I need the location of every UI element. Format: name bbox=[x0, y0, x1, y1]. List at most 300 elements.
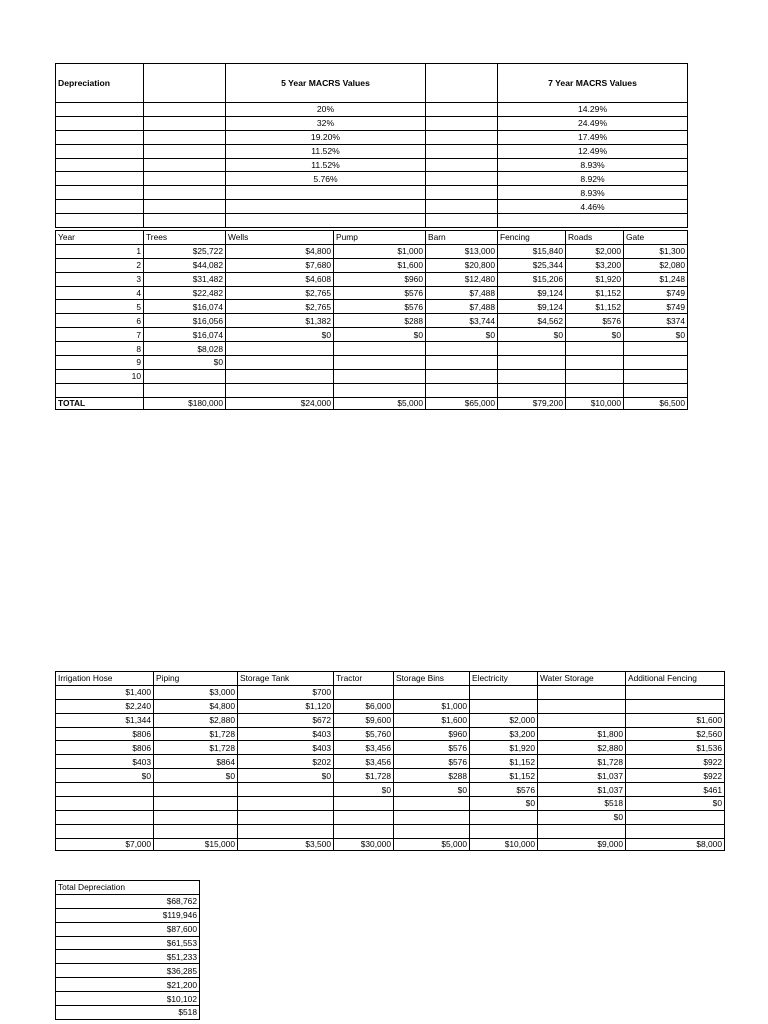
value-cell bbox=[566, 342, 624, 356]
seven-year-rate-cell: 8.93% bbox=[498, 186, 688, 200]
empty-cell bbox=[144, 200, 226, 214]
value-cell bbox=[426, 369, 498, 383]
value-cell bbox=[56, 824, 154, 838]
value-cell bbox=[626, 810, 725, 824]
value-cell bbox=[154, 824, 238, 838]
table-row bbox=[56, 286, 688, 300]
value-cell: $3,000 bbox=[154, 685, 238, 699]
seven-year-rate-cell: 8.93% bbox=[498, 158, 688, 172]
five-year-rate-cell: 11.52% bbox=[226, 158, 426, 172]
value-cell bbox=[334, 685, 394, 699]
year-cell: 7 bbox=[56, 328, 144, 342]
value-cell: $25,344 bbox=[498, 258, 566, 272]
five-year-rate-cell bbox=[226, 186, 426, 200]
empty-cell bbox=[56, 186, 144, 200]
value-cell: $0 bbox=[56, 769, 154, 783]
value-cell: $576 bbox=[334, 286, 426, 300]
total-depreciation-table bbox=[55, 880, 200, 1020]
value-cell: $25,722 bbox=[144, 244, 226, 258]
gate-header: Gate bbox=[624, 231, 688, 245]
seven-year-rate-cell: 12.49% bbox=[498, 144, 688, 158]
value-cell: $2,560 bbox=[626, 727, 725, 741]
value-cell: $1,000 bbox=[394, 699, 470, 713]
table-row bbox=[56, 1006, 200, 1020]
value-cell bbox=[238, 797, 334, 811]
year-cell bbox=[56, 383, 144, 397]
seven-year-rate-cell: 24.49% bbox=[498, 116, 688, 130]
value-cell: $15,206 bbox=[498, 272, 566, 286]
table-row bbox=[56, 727, 725, 741]
year-cell: 4 bbox=[56, 286, 144, 300]
value-cell: $5,760 bbox=[334, 727, 394, 741]
table-row bbox=[56, 810, 725, 824]
value-cell: $0 bbox=[538, 810, 626, 824]
table-row bbox=[56, 356, 688, 370]
value-cell: $2,000 bbox=[470, 713, 538, 727]
value-cell: $202 bbox=[238, 755, 334, 769]
year-cell: 1 bbox=[56, 244, 144, 258]
value-cell: $3,200 bbox=[566, 258, 624, 272]
value-cell: $1,248 bbox=[624, 272, 688, 286]
value-cell: $749 bbox=[624, 300, 688, 314]
table-row bbox=[56, 797, 725, 811]
value-cell: $13,000 bbox=[426, 244, 498, 258]
value-cell bbox=[626, 685, 725, 699]
value-cell: $806 bbox=[56, 741, 154, 755]
value-cell bbox=[154, 783, 238, 797]
year-cell: 5 bbox=[56, 300, 144, 314]
year-cell: 10 bbox=[56, 369, 144, 383]
total-cell: $3,500 bbox=[238, 838, 334, 850]
value-cell bbox=[626, 824, 725, 838]
value-cell: $576 bbox=[394, 755, 470, 769]
total-cell: $65,000 bbox=[426, 397, 498, 409]
pump-header: Pump bbox=[334, 231, 426, 245]
value-cell bbox=[334, 369, 426, 383]
value-cell bbox=[334, 824, 394, 838]
value-cell: $3,456 bbox=[334, 741, 394, 755]
value-cell bbox=[470, 685, 538, 699]
table-row bbox=[56, 258, 688, 272]
table-row bbox=[56, 978, 200, 992]
empty-cell bbox=[56, 214, 144, 228]
value-cell: $12,480 bbox=[426, 272, 498, 286]
total-cell: $15,000 bbox=[154, 838, 238, 850]
depreciation-2-total-row bbox=[56, 838, 725, 850]
value-cell bbox=[238, 810, 334, 824]
value-cell: $0 bbox=[334, 783, 394, 797]
total-cell: $8,000 bbox=[626, 838, 725, 850]
value-cell: $3,200 bbox=[470, 727, 538, 741]
fencing-header: Fencing bbox=[498, 231, 566, 245]
value-cell: $576 bbox=[470, 783, 538, 797]
value-cell: $288 bbox=[394, 769, 470, 783]
value-cell bbox=[394, 685, 470, 699]
value-cell bbox=[154, 797, 238, 811]
total-cell: $5,000 bbox=[394, 838, 470, 850]
depreciation-2-header-row bbox=[56, 672, 725, 686]
empty-cell bbox=[144, 172, 226, 186]
value-cell: $2,880 bbox=[538, 741, 626, 755]
value-cell: $1,120 bbox=[238, 699, 334, 713]
empty-cell bbox=[144, 214, 226, 228]
macrs-table bbox=[55, 63, 688, 228]
value-cell: $960 bbox=[394, 727, 470, 741]
year-cell: 8 bbox=[56, 342, 144, 356]
value-cell bbox=[538, 824, 626, 838]
table-row bbox=[56, 314, 688, 328]
value-cell: $4,562 bbox=[498, 314, 566, 328]
value-cell: $1,037 bbox=[538, 769, 626, 783]
value-cell: $4,800 bbox=[226, 244, 334, 258]
value-cell: $1,728 bbox=[154, 741, 238, 755]
value-cell: $403 bbox=[238, 727, 334, 741]
electricity-header: Electricity bbox=[470, 672, 538, 686]
value-cell: $31,482 bbox=[144, 272, 226, 286]
value-cell bbox=[498, 383, 566, 397]
value-cell: $1,728 bbox=[538, 755, 626, 769]
value-cell: $576 bbox=[334, 300, 426, 314]
value-cell bbox=[626, 699, 725, 713]
total-cell: $10,000 bbox=[470, 838, 538, 850]
value-cell: $22,482 bbox=[144, 286, 226, 300]
value-cell: $3,456 bbox=[334, 755, 394, 769]
piping-header: Piping bbox=[154, 672, 238, 686]
value-cell bbox=[238, 824, 334, 838]
seven-year-rate-cell: 8.92% bbox=[498, 172, 688, 186]
empty-cell bbox=[426, 172, 498, 186]
water-storage-header: Water Storage bbox=[538, 672, 626, 686]
empty-cell bbox=[56, 144, 144, 158]
value-cell: $0 bbox=[154, 769, 238, 783]
value-cell: $1,800 bbox=[538, 727, 626, 741]
total-depreciation-cell: $87,600 bbox=[56, 922, 200, 936]
table-row bbox=[56, 964, 200, 978]
value-cell: $1,152 bbox=[566, 286, 624, 300]
value-cell bbox=[566, 383, 624, 397]
empty-cell bbox=[144, 158, 226, 172]
empty-cell bbox=[426, 214, 498, 228]
empty-cell bbox=[56, 103, 144, 117]
value-cell: $672 bbox=[238, 713, 334, 727]
value-cell: $403 bbox=[56, 755, 154, 769]
value-cell: $15,840 bbox=[498, 244, 566, 258]
value-cell bbox=[226, 383, 334, 397]
value-cell bbox=[566, 369, 624, 383]
macrs-row bbox=[56, 200, 688, 214]
table-row bbox=[56, 741, 725, 755]
value-cell: $4,800 bbox=[154, 699, 238, 713]
five-year-rate-cell: 11.52% bbox=[226, 144, 426, 158]
value-cell bbox=[394, 824, 470, 838]
macrs-row bbox=[56, 116, 688, 130]
value-cell bbox=[538, 699, 626, 713]
value-cell bbox=[144, 369, 226, 383]
macrs-row bbox=[56, 144, 688, 158]
total-depreciation-cell: $36,285 bbox=[56, 964, 200, 978]
total-cell: $9,000 bbox=[538, 838, 626, 850]
empty-cell bbox=[144, 130, 226, 144]
total-depreciation-cell: $51,233 bbox=[56, 950, 200, 964]
value-cell bbox=[498, 356, 566, 370]
five-year-rate-cell: 32% bbox=[226, 116, 426, 130]
storage-bins-header: Storage Bins bbox=[394, 672, 470, 686]
empty-cell bbox=[56, 130, 144, 144]
macrs-header-row bbox=[56, 64, 688, 103]
depreciation-header-row bbox=[56, 231, 688, 245]
value-cell: $1,037 bbox=[538, 783, 626, 797]
table-row bbox=[56, 244, 688, 258]
macrs-row bbox=[56, 214, 688, 228]
value-cell: $1,000 bbox=[334, 244, 426, 258]
five-year-rate-cell: 20% bbox=[226, 103, 426, 117]
value-cell: $0 bbox=[470, 797, 538, 811]
total-label: TOTAL bbox=[56, 397, 144, 409]
value-cell: $700 bbox=[238, 685, 334, 699]
total-cell: $7,000 bbox=[56, 838, 154, 850]
value-cell: $749 bbox=[624, 286, 688, 300]
five-year-rate-cell bbox=[226, 200, 426, 214]
empty-cell bbox=[56, 172, 144, 186]
value-cell: $1,536 bbox=[626, 741, 725, 755]
empty-cell bbox=[426, 116, 498, 130]
value-cell: $2,000 bbox=[566, 244, 624, 258]
value-cell: $16,074 bbox=[144, 300, 226, 314]
macrs-row bbox=[56, 172, 688, 186]
value-cell bbox=[334, 342, 426, 356]
table-row bbox=[56, 894, 200, 908]
table-row bbox=[56, 699, 725, 713]
value-cell: $7,488 bbox=[426, 286, 498, 300]
value-cell: $0 bbox=[498, 328, 566, 342]
value-cell bbox=[226, 369, 334, 383]
total-depreciation-cell: $518 bbox=[56, 1006, 200, 1020]
empty-cell bbox=[426, 200, 498, 214]
value-cell: $9,124 bbox=[498, 300, 566, 314]
total-cell: $30,000 bbox=[334, 838, 394, 850]
value-cell: $0 bbox=[334, 328, 426, 342]
value-cell bbox=[624, 369, 688, 383]
value-cell: $0 bbox=[626, 797, 725, 811]
value-cell bbox=[498, 369, 566, 383]
empty-cell bbox=[426, 130, 498, 144]
value-cell bbox=[154, 810, 238, 824]
empty-cell bbox=[426, 144, 498, 158]
total-depreciation-cell: $68,762 bbox=[56, 894, 200, 908]
table-row bbox=[56, 342, 688, 356]
empty-cell bbox=[426, 103, 498, 117]
value-cell: $0 bbox=[394, 783, 470, 797]
value-cell: $2,240 bbox=[56, 699, 154, 713]
depreciation-table bbox=[55, 230, 688, 410]
empty-cell bbox=[56, 158, 144, 172]
value-cell: $1,728 bbox=[334, 769, 394, 783]
value-cell: $16,074 bbox=[144, 328, 226, 342]
year-cell: 9 bbox=[56, 356, 144, 370]
five-year-rate-cell: 5.76% bbox=[226, 172, 426, 186]
value-cell: $518 bbox=[538, 797, 626, 811]
total-cell: $24,000 bbox=[226, 397, 334, 409]
table-row bbox=[56, 769, 725, 783]
barn-header: Barn bbox=[426, 231, 498, 245]
empty-cell bbox=[144, 116, 226, 130]
total-cell: $10,000 bbox=[566, 397, 624, 409]
table-row bbox=[56, 783, 725, 797]
seven-year-macrs-header: 7 Year MACRS Values bbox=[498, 64, 688, 103]
table-row bbox=[56, 369, 688, 383]
additional-fencing-header: Additional Fencing bbox=[626, 672, 725, 686]
year-cell: 6 bbox=[56, 314, 144, 328]
value-cell: $1,344 bbox=[56, 713, 154, 727]
value-cell: $0 bbox=[144, 356, 226, 370]
total-depreciation-body bbox=[56, 894, 200, 1019]
value-cell: $1,600 bbox=[334, 258, 426, 272]
value-cell: $0 bbox=[426, 328, 498, 342]
value-cell: $9,124 bbox=[498, 286, 566, 300]
value-cell bbox=[226, 342, 334, 356]
five-year-rate-cell bbox=[226, 214, 426, 228]
value-cell bbox=[566, 356, 624, 370]
table-row bbox=[56, 992, 200, 1006]
value-cell bbox=[394, 810, 470, 824]
total-cell: $5,000 bbox=[334, 397, 426, 409]
value-cell: $2,080 bbox=[624, 258, 688, 272]
total-depreciation-cell: $10,102 bbox=[56, 992, 200, 1006]
value-cell: $1,400 bbox=[56, 685, 154, 699]
depreciation-2-body bbox=[56, 685, 725, 838]
table-row bbox=[56, 713, 725, 727]
macrs-body bbox=[56, 103, 688, 228]
table-row bbox=[56, 272, 688, 286]
value-cell: $806 bbox=[56, 727, 154, 741]
value-cell: $7,488 bbox=[426, 300, 498, 314]
value-cell: $1,300 bbox=[624, 244, 688, 258]
total-depreciation-cell: $21,200 bbox=[56, 978, 200, 992]
empty-cell bbox=[144, 144, 226, 158]
five-year-macrs-header: 5 Year MACRS Values bbox=[226, 64, 426, 103]
value-cell: $922 bbox=[626, 769, 725, 783]
value-cell: $16,056 bbox=[144, 314, 226, 328]
value-cell: $1,152 bbox=[470, 769, 538, 783]
value-cell: $1,382 bbox=[226, 314, 334, 328]
table-row bbox=[56, 824, 725, 838]
value-cell: $2,880 bbox=[154, 713, 238, 727]
value-cell: $576 bbox=[566, 314, 624, 328]
value-cell: $3,744 bbox=[426, 314, 498, 328]
value-cell: $7,680 bbox=[226, 258, 334, 272]
year-header: Year bbox=[56, 231, 144, 245]
empty-cell bbox=[56, 200, 144, 214]
macrs-row bbox=[56, 158, 688, 172]
value-cell bbox=[538, 713, 626, 727]
empty-cell bbox=[426, 158, 498, 172]
table-row bbox=[56, 908, 200, 922]
value-cell bbox=[470, 824, 538, 838]
value-cell: $9,600 bbox=[334, 713, 394, 727]
tractor-header: Tractor bbox=[334, 672, 394, 686]
value-cell: $960 bbox=[334, 272, 426, 286]
depreciation-body bbox=[56, 244, 688, 397]
value-cell bbox=[226, 356, 334, 370]
value-cell bbox=[56, 797, 154, 811]
value-cell bbox=[56, 810, 154, 824]
value-cell: $0 bbox=[566, 328, 624, 342]
roads-header: Roads bbox=[566, 231, 624, 245]
empty-cell bbox=[426, 186, 498, 200]
table-row bbox=[56, 755, 725, 769]
value-cell bbox=[470, 810, 538, 824]
macrs-row bbox=[56, 130, 688, 144]
empty-cell bbox=[56, 116, 144, 130]
value-cell: $6,000 bbox=[334, 699, 394, 713]
table-row bbox=[56, 922, 200, 936]
value-cell: $1,920 bbox=[470, 741, 538, 755]
value-cell bbox=[334, 383, 426, 397]
value-cell bbox=[470, 699, 538, 713]
value-cell: $20,800 bbox=[426, 258, 498, 272]
macrs-row bbox=[56, 186, 688, 200]
depreciation-table-2 bbox=[55, 671, 725, 851]
value-cell: $922 bbox=[626, 755, 725, 769]
value-cell bbox=[538, 685, 626, 699]
table-row bbox=[56, 328, 688, 342]
total-cell: $180,000 bbox=[144, 397, 226, 409]
value-cell: $1,600 bbox=[394, 713, 470, 727]
value-cell: $576 bbox=[394, 741, 470, 755]
total-depreciation-header: Total Depreciation bbox=[56, 881, 200, 895]
value-cell: $461 bbox=[626, 783, 725, 797]
value-cell bbox=[394, 797, 470, 811]
value-cell: $8,028 bbox=[144, 342, 226, 356]
macrs-row bbox=[56, 103, 688, 117]
wells-header: Wells bbox=[226, 231, 334, 245]
table-row bbox=[56, 383, 688, 397]
value-cell bbox=[56, 783, 154, 797]
table-row bbox=[56, 950, 200, 964]
total-depreciation-header-row bbox=[56, 881, 200, 895]
value-cell: $4,608 bbox=[226, 272, 334, 286]
total-cell: $79,200 bbox=[498, 397, 566, 409]
value-cell bbox=[334, 356, 426, 370]
depreciation-total-row bbox=[56, 397, 688, 409]
value-cell: $0 bbox=[624, 328, 688, 342]
year-cell: 3 bbox=[56, 272, 144, 286]
value-cell: $1,152 bbox=[470, 755, 538, 769]
value-cell: $1,920 bbox=[566, 272, 624, 286]
trees-header: Trees bbox=[144, 231, 226, 245]
table-row bbox=[56, 300, 688, 314]
value-cell bbox=[498, 342, 566, 356]
irrigation-hose-header: Irrigation Hose bbox=[56, 672, 154, 686]
value-cell: $2,765 bbox=[226, 300, 334, 314]
seven-year-rate-cell: 4.46% bbox=[498, 200, 688, 214]
value-cell bbox=[624, 356, 688, 370]
value-cell bbox=[426, 383, 498, 397]
value-cell: $1,152 bbox=[566, 300, 624, 314]
year-cell: 2 bbox=[56, 258, 144, 272]
total-depreciation-cell: $61,553 bbox=[56, 936, 200, 950]
storage-tank-header: Storage Tank bbox=[238, 672, 334, 686]
five-year-rate-cell: 19.20% bbox=[226, 130, 426, 144]
value-cell bbox=[144, 383, 226, 397]
value-cell: $0 bbox=[238, 769, 334, 783]
value-cell bbox=[426, 356, 498, 370]
value-cell bbox=[334, 810, 394, 824]
empty-cell bbox=[144, 103, 226, 117]
table-row bbox=[56, 685, 725, 699]
value-cell: $864 bbox=[154, 755, 238, 769]
value-cell: $403 bbox=[238, 741, 334, 755]
